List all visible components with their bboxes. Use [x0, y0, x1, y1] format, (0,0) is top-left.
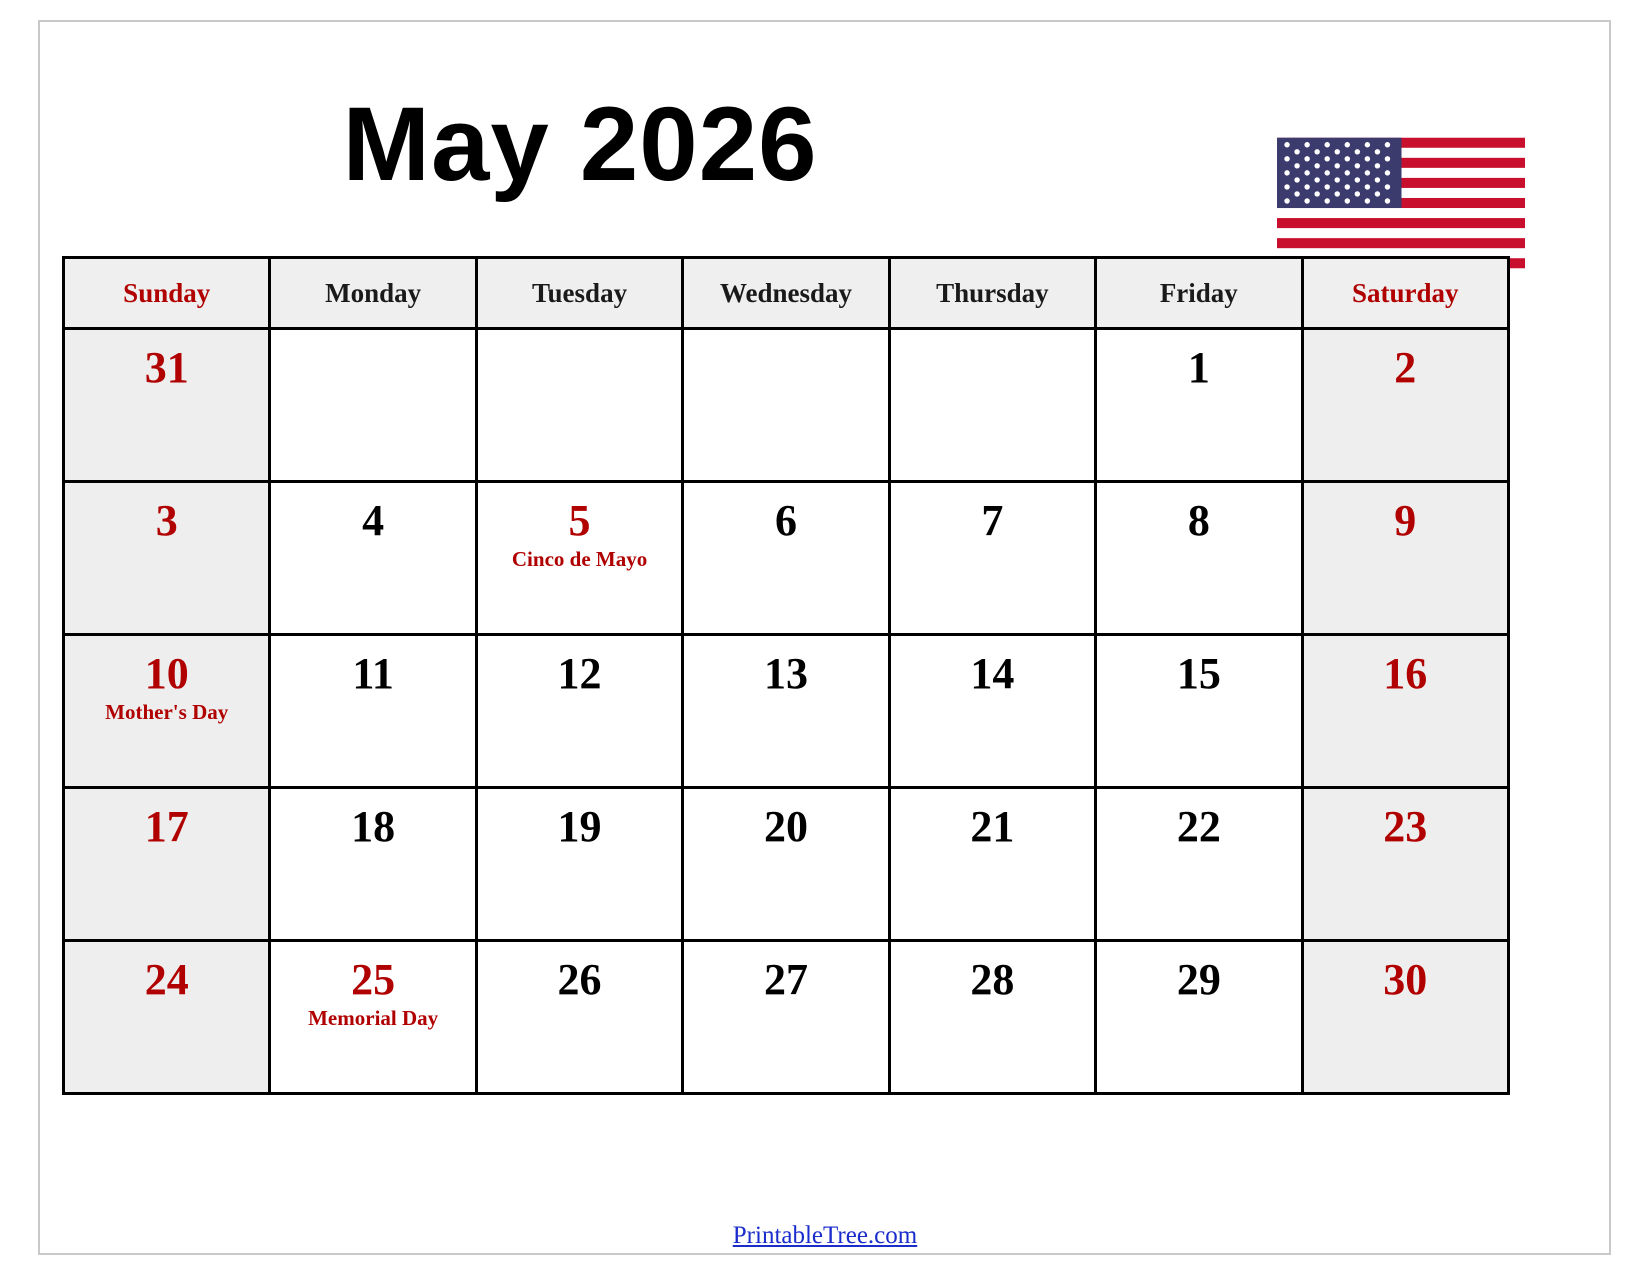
- calendar-day-cell[interactable]: [889, 329, 1095, 482]
- weekday-header-monday: Monday: [270, 258, 476, 329]
- weekday-header-row: [64, 258, 1509, 329]
- day-number: 22: [1176, 802, 1221, 851]
- calendar-day-cell[interactable]: [476, 941, 682, 1094]
- day-number: 4: [362, 496, 385, 545]
- calendar-day-cell[interactable]: [1302, 635, 1508, 788]
- day-number: 28: [970, 955, 1015, 1004]
- day-number: 3: [155, 496, 178, 545]
- day-number: 9: [1394, 496, 1417, 545]
- calendar-day-cell[interactable]: [889, 635, 1095, 788]
- day-number: 21: [970, 802, 1015, 851]
- weekday-header-saturday: Saturday: [1302, 258, 1508, 329]
- calendar-day-cell[interactable]: [1096, 788, 1302, 941]
- calendar-day-cell[interactable]: [1302, 482, 1508, 635]
- calendar-day-cell[interactable]: [476, 482, 682, 635]
- day-number: 25: [351, 955, 396, 1004]
- page-title: May 2026: [342, 86, 818, 203]
- day-number: 31: [144, 343, 189, 392]
- calendar-grid: [62, 256, 1510, 1095]
- calendar-header: [40, 80, 1610, 240]
- weekday-header-tuesday: Tuesday: [476, 258, 682, 329]
- day-number: 1: [1187, 343, 1210, 392]
- calendar-week-row: [64, 482, 1509, 635]
- calendar-day-cell[interactable]: [270, 788, 476, 941]
- calendar-day-cell[interactable]: [1096, 329, 1302, 482]
- day-number: 19: [557, 802, 602, 851]
- calendar-day-cell[interactable]: [889, 788, 1095, 941]
- calendar-day-cell[interactable]: [64, 482, 270, 635]
- calendar-day-cell[interactable]: [270, 635, 476, 788]
- day-number: 30: [1383, 955, 1428, 1004]
- calendar-week-row: [64, 788, 1509, 941]
- calendar-day-cell[interactable]: [1096, 635, 1302, 788]
- day-number: 15: [1176, 649, 1221, 698]
- day-number: [891, 330, 1094, 344]
- day-number: 6: [774, 496, 797, 545]
- day-number: [271, 330, 474, 344]
- day-number: 5: [568, 496, 591, 545]
- day-event: Memorial Day: [308, 1006, 439, 1030]
- calendar-day-cell[interactable]: [64, 329, 270, 482]
- calendar-day-cell[interactable]: [64, 788, 270, 941]
- calendar-day-cell[interactable]: [476, 329, 682, 482]
- calendar-day-cell[interactable]: [1302, 788, 1508, 941]
- calendar-day-cell[interactable]: [1096, 941, 1302, 1094]
- calendar-day-cell[interactable]: [270, 329, 476, 482]
- weekday-header-wednesday: Wednesday: [683, 258, 889, 329]
- footer: [0, 1222, 1650, 1250]
- calendar-day-cell[interactable]: [1302, 329, 1508, 482]
- day-number: 20: [763, 802, 808, 851]
- day-number: 10: [144, 649, 189, 698]
- calendar-day-cell[interactable]: [683, 941, 889, 1094]
- calendar-day-cell[interactable]: [889, 941, 1095, 1094]
- day-number: 13: [763, 649, 808, 698]
- day-number: 23: [1383, 802, 1428, 851]
- day-number: 16: [1383, 649, 1428, 698]
- day-event: Mother's Day: [105, 700, 229, 724]
- day-number: 11: [352, 649, 394, 698]
- day-number: 26: [557, 955, 602, 1004]
- calendar-day-cell[interactable]: [270, 482, 476, 635]
- calendar-day-cell[interactable]: [476, 788, 682, 941]
- calendar-day-cell[interactable]: [683, 482, 889, 635]
- calendar-week-row: [64, 635, 1509, 788]
- calendar-day-cell[interactable]: [1096, 482, 1302, 635]
- day-number: [684, 330, 887, 344]
- calendar-day-cell[interactable]: [889, 482, 1095, 635]
- day-number: 17: [144, 802, 189, 851]
- calendar-day-cell[interactable]: [683, 788, 889, 941]
- day-number: 12: [557, 649, 602, 698]
- calendar-week-row: [64, 941, 1509, 1094]
- day-number: 8: [1187, 496, 1210, 545]
- day-number: 18: [351, 802, 396, 851]
- footer-link[interactable]: PrintableTree.com: [732, 1222, 918, 1249]
- calendar-day-cell[interactable]: [476, 635, 682, 788]
- day-number: 27: [763, 955, 808, 1004]
- day-number: 2: [1394, 343, 1417, 392]
- calendar-week-row: [64, 329, 1509, 482]
- weekday-header-thursday: Thursday: [889, 258, 1095, 329]
- day-number: 7: [981, 496, 1004, 545]
- day-event: Cinco de Mayo: [511, 547, 648, 571]
- calendar-day-cell[interactable]: [683, 635, 889, 788]
- weekday-header-sunday: Sunday: [64, 258, 270, 329]
- day-number: [478, 330, 681, 344]
- day-number: 29: [1176, 955, 1221, 1004]
- day-number: 24: [144, 955, 189, 1004]
- calendar-day-cell[interactable]: [683, 329, 889, 482]
- calendar-day-cell[interactable]: [270, 941, 476, 1094]
- calendar-day-cell[interactable]: [64, 635, 270, 788]
- calendar-day-cell[interactable]: [64, 941, 270, 1094]
- weekday-header-friday: Friday: [1096, 258, 1302, 329]
- calendar-day-cell[interactable]: [1302, 941, 1508, 1094]
- day-number: 14: [970, 649, 1015, 698]
